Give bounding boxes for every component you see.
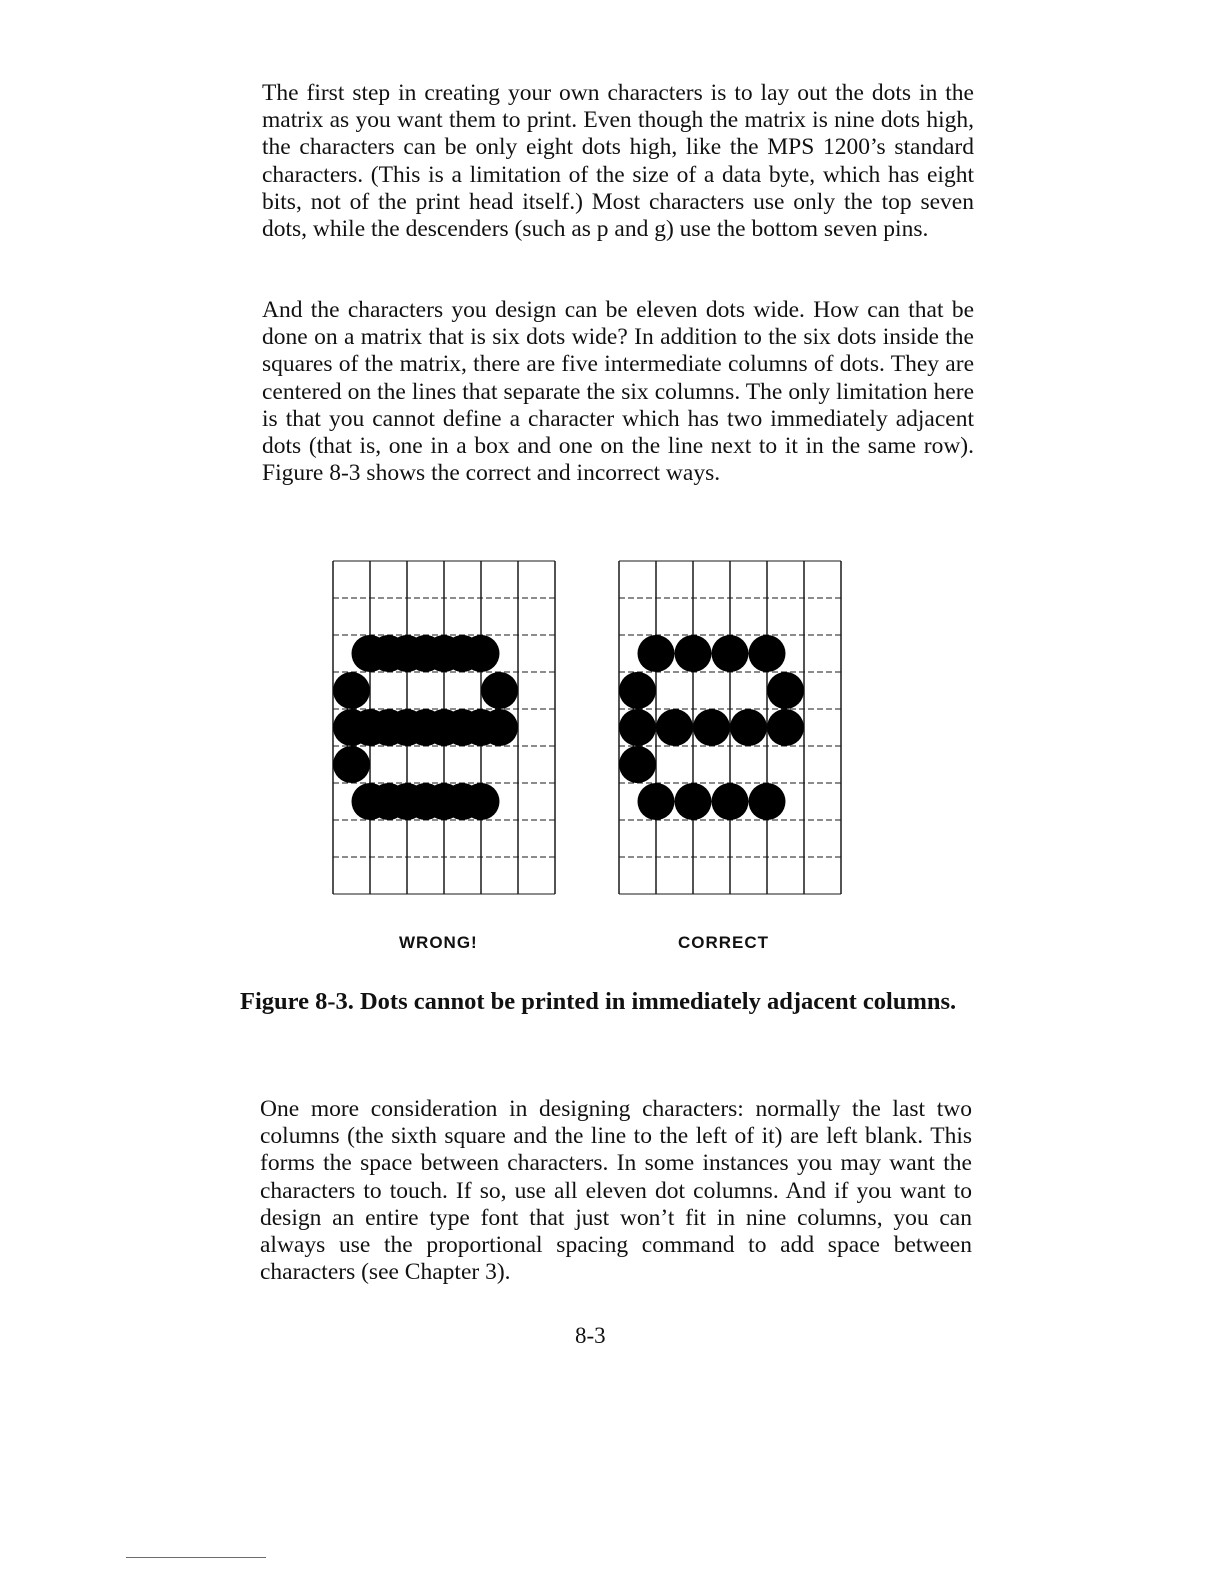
correct-dot [749,783,786,820]
correct-dot [675,635,712,672]
wrong-dot [333,746,370,783]
correct-dot [767,672,804,709]
correct-dot [619,672,656,709]
correct-dot [712,783,749,820]
body-paragraph-2: And the characters you design can be eleven dots wide. How can that be done on a matrix that is six dots wide? In addition to the six dots inside the squares of the matrix, there are five intermediate columns of dots. They are centered on the lines that separate the six columns. The only limitation here is that you cannot define a character which has two immediately adjacent dots (that is, one in a box and one on the line next to it in the same row). Figure 8-3 shows the correct and incorrect ways. [262,297,974,487]
correct-dot [730,709,767,746]
correct-dot [675,783,712,820]
wrong-dot [333,672,370,709]
correct-dot [638,635,675,672]
wrong-dot [481,709,518,746]
footnote-rule [126,1557,266,1558]
figure-8-3 [300,560,900,960]
wrong-label: WRONG! [399,933,478,952]
correct-dot [638,783,675,820]
correct-dot [693,709,730,746]
body-paragraph-3: One more consideration in designing characters: normally the last two columns (the sixth square and the line to the left of it) are left blank. This forms the space between characters. In some instances you may want the characters to touch. If so, use all eleven dot columns. And if you want to design an entire type font that just won’t fit in nine columns, you can always use the proportional spacing command to add space between characters (see Chapter 3). [260,1096,972,1286]
correct-dot [767,709,804,746]
correct-dot [619,746,656,783]
wrong-dot [463,783,500,820]
correct-dot [619,709,656,746]
figure-caption: Figure 8-3. Dots cannot be printed in immediately adjacent columns. [240,988,957,1015]
page-number: 8-3 [575,1323,606,1348]
correct-dot [656,709,693,746]
correct-dot [749,635,786,672]
wrong-dot [481,672,518,709]
correct-dot [712,635,749,672]
correct-dot-matrix [618,560,844,900]
wrong-dot-matrix [332,560,558,900]
wrong-dot [463,635,500,672]
correct-label: CORRECT [678,933,770,952]
body-paragraph-1: The first step in creating your own characters is to lay out the dots in the matrix as you want them to print. Even though the matrix is nine dots high, the characters can be only eight dots high, like the MPS 1200’s standard characters. (This is a limitation of the size of a data byte, which has eight bits, not of the print head itself.) Most characters use only the top seven dots, while the descenders (such as p and g) use the bottom seven pins. [262,80,974,243]
